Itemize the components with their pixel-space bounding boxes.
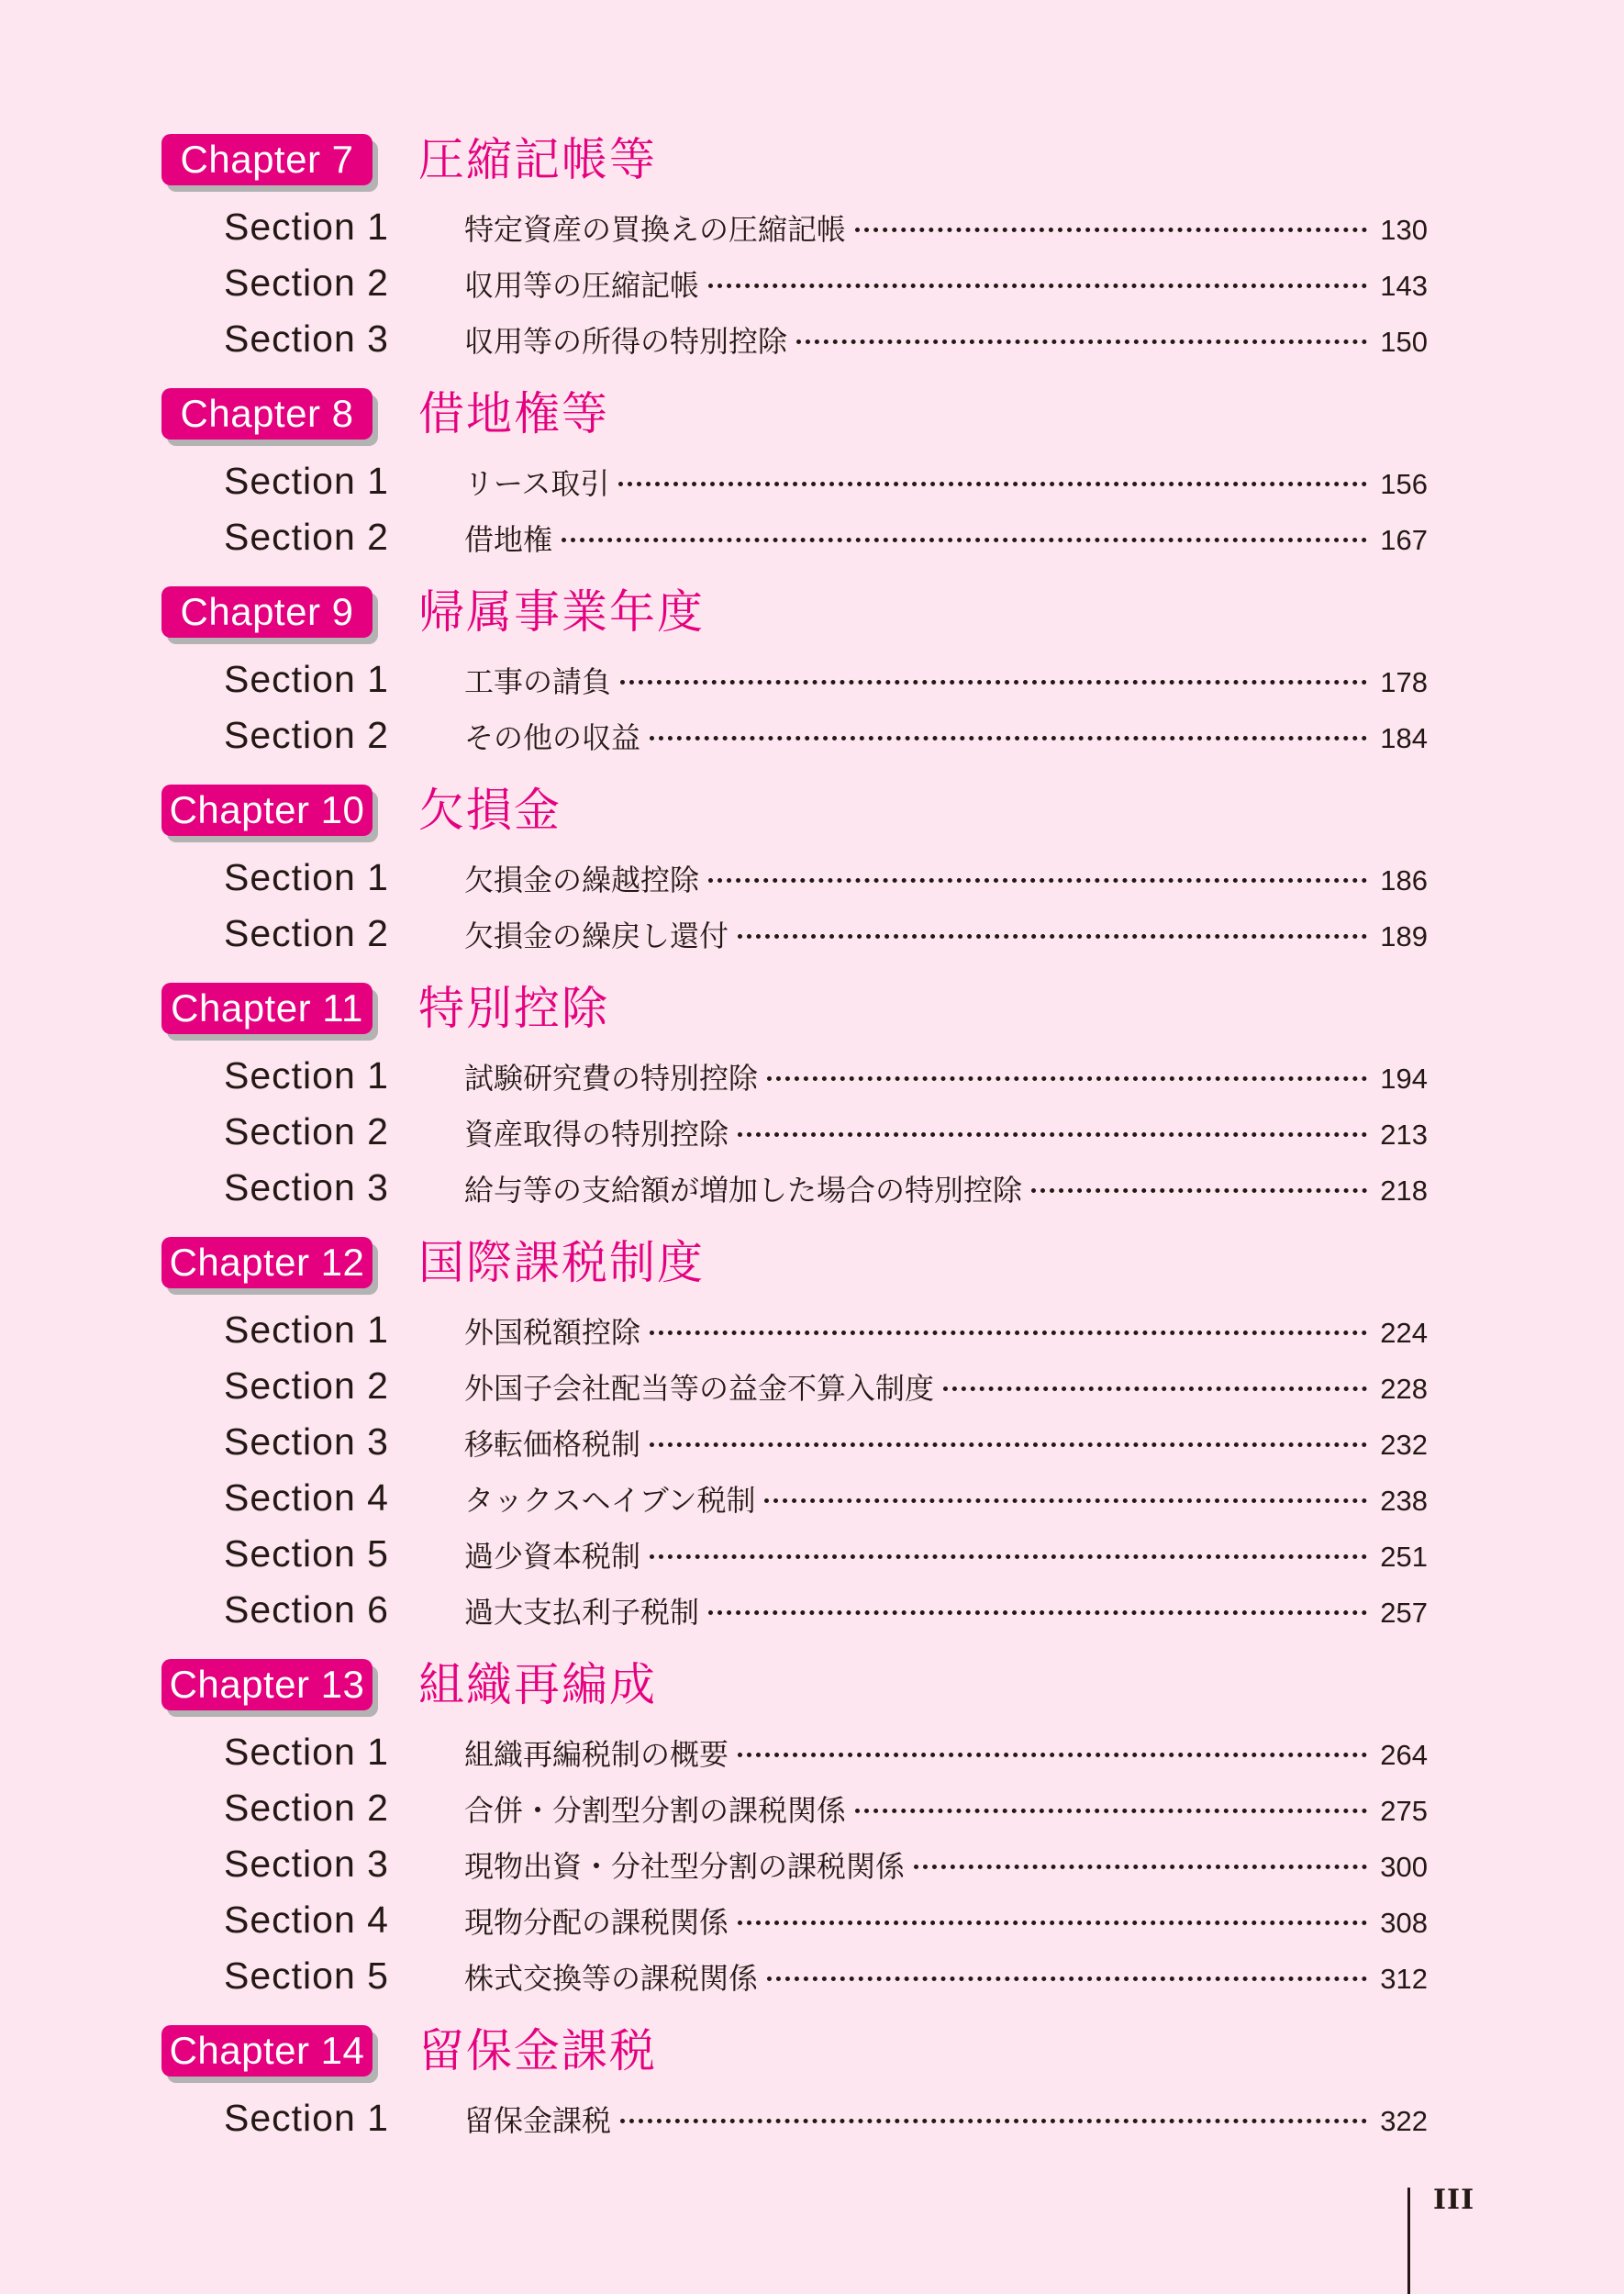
chapter-heading: [161, 583, 1428, 641]
toc-entry: [161, 516, 1428, 572]
chapter-spacer: [161, 373, 1428, 384]
section-title: その他の収益: [464, 720, 641, 755]
section-title: 借地権: [464, 522, 553, 557]
section-page-number: 186: [1380, 864, 1428, 896]
section-title: 給与等の支給額が増加した場合の特別控除: [464, 1173, 1023, 1208]
dot-leader: [618, 482, 1367, 486]
dot-leader: [796, 340, 1367, 344]
section-label: Section 2: [224, 912, 389, 954]
section-title: 留保金課税: [464, 2103, 612, 2138]
section-title: 収用等の圧縮記帳: [464, 268, 700, 303]
dot-leader: [650, 1554, 1367, 1559]
section-page-number: 156: [1380, 468, 1428, 500]
section-label: Section 2: [224, 1110, 389, 1153]
toc-entry: [161, 317, 1428, 373]
section-title: リース取引: [464, 466, 610, 501]
chapter-title: 組織再編成: [418, 1658, 657, 1711]
section-page-number: 224: [1380, 1317, 1428, 1349]
toc-entry: [161, 1532, 1428, 1588]
section-page-number: 228: [1380, 1373, 1428, 1405]
section-page-number: 257: [1380, 1597, 1428, 1629]
section-label: Section 1: [224, 206, 389, 248]
chapter-heading: [161, 130, 1428, 189]
toc-entry: [161, 2097, 1428, 2153]
section-label: Section 5: [224, 1954, 389, 1997]
section-label: Section 3: [224, 1420, 389, 1463]
dot-leader: [650, 1331, 1367, 1335]
dot-leader: [708, 1610, 1367, 1615]
section-title: 過少資本税制: [464, 1539, 641, 1574]
chapter-title: 国際課税制度: [418, 1236, 705, 1289]
section-title: 株式交換等の課税関係: [464, 1961, 759, 1996]
section-label: Section 3: [224, 1843, 389, 1885]
chapter-title: 欠損金: [418, 784, 562, 837]
dot-leader: [767, 1977, 1367, 1981]
section-label: Section 4: [224, 1476, 389, 1519]
dot-leader: [855, 1809, 1367, 1813]
section-label: Section 1: [224, 658, 389, 700]
section-label: Section 2: [224, 1364, 389, 1407]
toc-entry: [161, 460, 1428, 516]
dot-leader: [650, 736, 1367, 741]
chapter-heading: [161, 1655, 1428, 1714]
toc-entry: [161, 1954, 1428, 2010]
section-page-number: 251: [1380, 1541, 1428, 1573]
section-label: Section 1: [224, 1308, 389, 1351]
chapter-spacer: [161, 572, 1428, 583]
chapter-badge: Chapter 12: [161, 1237, 373, 1288]
toc-entry: [161, 714, 1428, 770]
section-label: Section 1: [224, 856, 389, 898]
chapter-badge: Chapter 10: [161, 785, 373, 836]
chapter-badge: Chapter 14: [161, 2025, 373, 2077]
chapter-badge: Chapter 9: [161, 586, 373, 638]
chapter-heading: [161, 781, 1428, 840]
chapter-heading: [161, 1233, 1428, 1292]
toc-entry: [161, 1843, 1428, 1899]
section-label: Section 6: [224, 1588, 389, 1631]
dot-leader: [914, 1865, 1367, 1869]
toc-entry: [161, 1476, 1428, 1532]
section-title: 移転価格税制: [464, 1427, 641, 1462]
toc-entry: [161, 262, 1428, 317]
chapter-spacer: [161, 968, 1428, 979]
dot-leader: [943, 1386, 1367, 1391]
section-label: Section 5: [224, 1532, 389, 1575]
chapter-heading: [161, 384, 1428, 443]
section-title: 組織再編税制の概要: [464, 1737, 729, 1772]
section-label: Section 1: [224, 1731, 389, 1773]
section-title: 資産取得の特別控除: [464, 1117, 729, 1152]
section-title: 特定資産の買換えの圧縮記帳: [464, 212, 847, 247]
chapter-title: 圧縮記帳等: [418, 133, 657, 186]
chapter-spacer: [161, 1644, 1428, 1655]
section-label: Section 2: [224, 1787, 389, 1829]
section-title: 試験研究費の特別控除: [464, 1061, 759, 1096]
toc-entry: [161, 1899, 1428, 1954]
section-page-number: 150: [1380, 326, 1428, 358]
toc-entry: [161, 1420, 1428, 1476]
toc-entry: [161, 1110, 1428, 1166]
section-label: Section 3: [224, 317, 389, 360]
chapter-heading: [161, 979, 1428, 1038]
section-label: Section 1: [224, 460, 389, 502]
section-page-number: 130: [1380, 214, 1428, 246]
section-label: Section 2: [224, 516, 389, 558]
section-label: Section 3: [224, 1166, 389, 1208]
chapter-spacer: [161, 770, 1428, 781]
section-title: 収用等の所得の特別控除: [464, 324, 788, 359]
section-label: Section 2: [224, 714, 389, 756]
section-page-number: 213: [1380, 1119, 1428, 1151]
chapter-block: [161, 1655, 1428, 2021]
section-title: タックスヘイブン税制: [464, 1483, 756, 1518]
chapter-title: 帰属事業年度: [418, 585, 705, 639]
toc-entry: [161, 1308, 1428, 1364]
dot-leader: [738, 1132, 1367, 1137]
section-page-number: 312: [1380, 1963, 1428, 1995]
section-page-number: 189: [1380, 920, 1428, 952]
section-page-number: 232: [1380, 1429, 1428, 1461]
toc-entry: [161, 1054, 1428, 1110]
dot-leader: [620, 680, 1367, 685]
chapter-block: [161, 384, 1428, 583]
chapter-badge: Chapter 8: [161, 388, 373, 440]
chapter-spacer: [161, 2010, 1428, 2021]
dot-leader: [764, 1498, 1367, 1503]
section-title: 外国子会社配当等の益金不算入制度: [464, 1371, 935, 1406]
dot-leader: [708, 878, 1367, 883]
chapter-block: [161, 781, 1428, 979]
toc-entry: [161, 856, 1428, 912]
page-number-divider: [1407, 2188, 1410, 2294]
section-page-number: 143: [1380, 270, 1428, 302]
section-page-number: 238: [1380, 1485, 1428, 1517]
section-title: 工事の請負: [464, 664, 612, 699]
toc-entry: [161, 1787, 1428, 1843]
section-title: 外国税額控除: [464, 1315, 641, 1350]
section-page-number: 184: [1380, 722, 1428, 754]
toc-entry: [161, 1588, 1428, 1644]
dot-leader: [738, 1753, 1367, 1757]
section-title: 欠損金の繰戻し還付: [464, 919, 729, 953]
chapter-badge: Chapter 7: [161, 134, 373, 185]
chapter-block: [161, 130, 1428, 384]
dot-leader: [738, 1921, 1367, 1925]
section-page-number: 322: [1380, 2105, 1428, 2137]
chapter-title: 特別控除: [418, 982, 609, 1035]
section-title: 合併・分割型分割の課税関係: [464, 1793, 847, 1828]
toc-entry: [161, 206, 1428, 262]
toc-entry: [161, 658, 1428, 714]
section-page-number: 178: [1380, 666, 1428, 698]
section-title: 過大支払利子税制: [464, 1595, 700, 1630]
section-page-number: 167: [1380, 524, 1428, 556]
toc-entry: [161, 1731, 1428, 1787]
section-label: Section 4: [224, 1899, 389, 1941]
chapter-title: 留保金課税: [418, 2024, 657, 2077]
section-title: 現物出資・分社型分割の課税関係: [464, 1849, 906, 1884]
chapter-spacer: [161, 2153, 1428, 2164]
section-page-number: 300: [1380, 1851, 1428, 1883]
chapter-badge: Chapter 13: [161, 1659, 373, 1710]
section-label: Section 1: [224, 1054, 389, 1097]
chapter-block: [161, 2021, 1428, 2164]
section-title: 現物分配の課税関係: [464, 1905, 729, 1940]
dot-leader: [767, 1076, 1367, 1081]
dot-leader: [650, 1442, 1367, 1447]
toc-entry: [161, 1364, 1428, 1420]
chapter-heading: [161, 2021, 1428, 2080]
section-page-number: 275: [1380, 1795, 1428, 1827]
section-title: 欠損金の繰越控除: [464, 863, 700, 897]
table-of-contents: [161, 130, 1428, 2164]
page-number: III: [1433, 2184, 1475, 2216]
chapter-title: 借地権等: [418, 387, 609, 440]
section-page-number: 194: [1380, 1063, 1428, 1095]
dot-leader: [620, 2119, 1367, 2123]
section-label: Section 1: [224, 2097, 389, 2139]
chapter-block: [161, 1233, 1428, 1655]
dot-leader: [855, 228, 1367, 232]
section-label: Section 2: [224, 262, 389, 304]
chapter-block: [161, 583, 1428, 781]
dot-leader: [738, 934, 1367, 939]
dot-leader: [1031, 1188, 1367, 1193]
section-page-number: 308: [1380, 1907, 1428, 1939]
section-page-number: 264: [1380, 1739, 1428, 1771]
toc-entry: [161, 912, 1428, 968]
toc-entry: [161, 1166, 1428, 1222]
chapter-badge: Chapter 11: [161, 983, 373, 1034]
chapter-block: [161, 979, 1428, 1233]
chapter-spacer: [161, 1222, 1428, 1233]
dot-leader: [562, 538, 1367, 542]
dot-leader: [708, 284, 1367, 288]
section-page-number: 218: [1380, 1175, 1428, 1207]
